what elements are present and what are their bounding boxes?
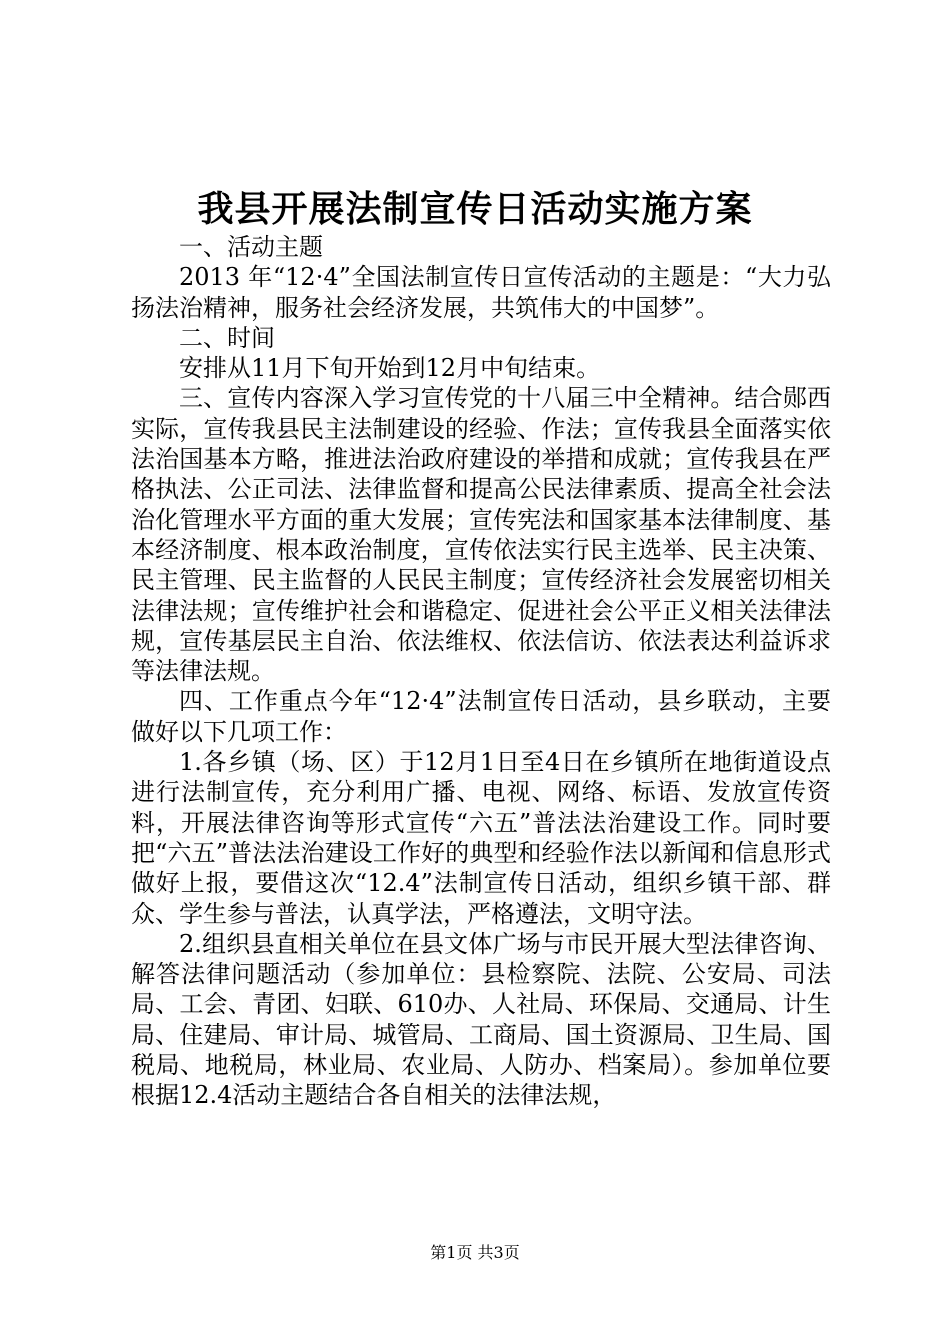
document-title: 我县开展法制宣传日活动实施方案: [197, 188, 753, 230]
paragraph-focus: 四、工作重点今年“12·4”法制宣传日活动，县乡联动，主要做好以下几项工作：: [131, 687, 831, 746]
page-footer: 第1页 共3页: [430, 1243, 520, 1262]
paragraph-item-1: 1.各乡镇（场、区）于12月1日至4日在乡镇所在地街道设点进行法制宣传，充分利用广播、电视、网络、标语、发放宣传资料，开展法律咨询等形式宣传“六五”普法法治建设工作。同时要把“六五”普法法治建设工作好的典型和经验作法以新闻和信息形式做好上报，要借这次“12.4”法制宣传日活动，组织乡镇干部、群众、学生参与普法，认真学法，严格遵法，文明守法。: [131, 748, 831, 928]
document-body: [131, 232, 831, 1111]
section-heading-theme: 一、活动主题: [179, 233, 323, 261]
section-heading-time: 二、时间: [179, 323, 275, 352]
paragraph-theme: 2013 年“12·4”全国法制宣传日宣传活动的主题是：“大力弘扬法治精神，服务社会经济发展，共筑伟大的中国梦”。: [131, 263, 831, 322]
paragraph-content: 三、宣传内容深入学习宣传党的十八届三中全精神。结合郧西实际，宣传我县民主法制建设的经验、作法；宣传我县全面落实依法治国基本方略，推进法治政府建设的举措和成就；宣传我县在严格执法、公正司法、法律监督和提高公民法律素质、提高全社会法治化管理水平方面的重大发展；宣传宪法和国家基本法律制度、基本经济制度、根本政治制度，宣传依法实行民主选举、民主决策、民主管理、民主监督的人民民主制度；宣传经济社会发展密切相关法律法规；宣传维护社会和谐稳定、促进社会公平正义相关法律法规，宣传基层民主自治、依法维权、依法信访、依法表达利益诉求等法律法规。: [131, 384, 831, 686]
paragraph-item-2: 2.组织县直相关单位在县文体广场与市民开展大型法律咨询、解答法律问题活动（参加单位：县检察院、法院、公安局、司法局、工会、青团、妇联、610办、人社局、环保局、交通局、计生局、住建局、审计局、城管局、工商局、国土资源局、卫生局、国税局、地税局，林业局、农业局、人防办、档案局）。参加单位要根据12.4活动主题结合各自相关的法律法规，: [131, 929, 831, 1110]
paragraph-time: 安排从11月下旬开始到12月中旬结束。: [179, 354, 601, 383]
